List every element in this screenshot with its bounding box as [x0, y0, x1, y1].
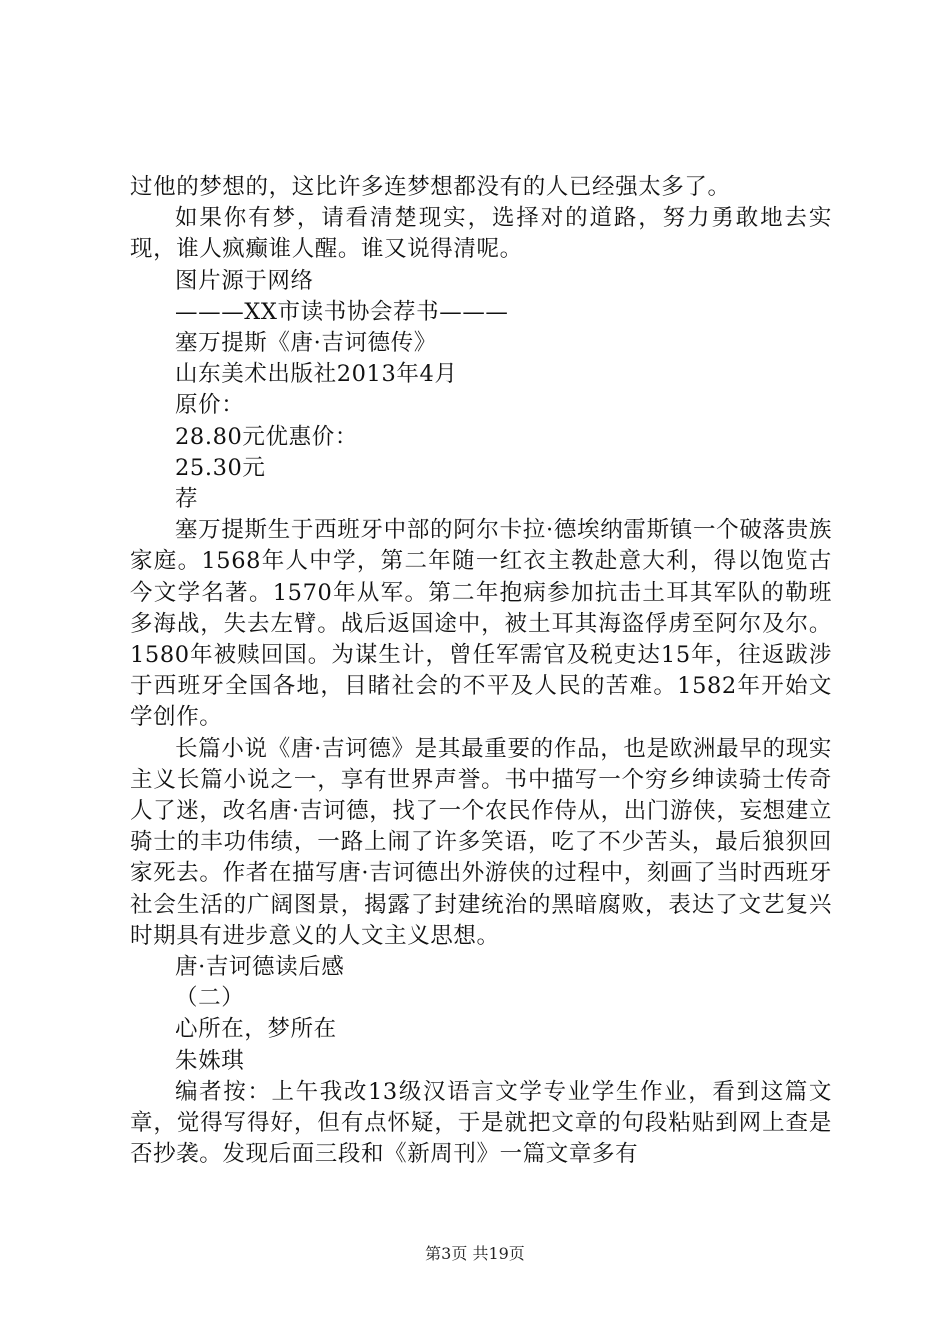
- document-body: [130, 172, 832, 1171]
- image-source-note: 图片源于网络: [175, 267, 314, 294]
- recommendation-banner: ———XX市读书协会荐书———: [175, 298, 509, 325]
- page-footer: [0, 1244, 950, 1264]
- original-price-label: 原价：: [175, 392, 245, 419]
- price-line: 28.80元优惠价：: [175, 423, 358, 450]
- recommend-label: 荐: [175, 486, 199, 513]
- page-number: 第3页 共19页: [425, 1244, 525, 1263]
- paragraph-author-bio: 塞万提斯生于西班牙中部的阿尔卡拉·德埃纳雷斯镇一个破落贵族家庭。1568年人中学，第二年随一红衣主教赴意大利，得以饱览古今文学名著。1570年从军。第二年抱病参加抗击土耳其军队的勒班多海战，失去左臂。战后返国途中，被土耳其海盗俘虏至阿尔及尔。1580年被赎回国。为谋生计，曾任军需官及税吏达15年，往返跋涉于西班牙全国各地，目睹社会的不平及人民的苦难。1582年开始文学创作。: [130, 517, 832, 731]
- paragraph-editor-note: 编者按：上午我改13级汉语言文学专业学生作业，看到这篇文章，觉得写得好，但有点怀疑，于是就把文章的句段粘贴到网上查是否抄袭。发现后面三段和《新周刊》一篇文章多有: [130, 1078, 832, 1168]
- book-publisher: 山东美术出版社2013年4月: [175, 361, 458, 388]
- paragraph-continuation: 过他的梦想的，这比许多连梦想都没有的人已经强太多了。: [130, 174, 731, 200]
- section-title: 唐·吉诃德读后感: [175, 954, 345, 981]
- discount-price: 25.30元: [175, 454, 266, 481]
- book-title: 塞万提斯《唐·吉诃德传》: [175, 330, 437, 357]
- paragraph-novel-summary: 长篇小说《唐·吉诃德》是其最重要的作品，也是欧洲最早的现实主义长篇小说之一，享有世界声誉。书中描写一个穷乡绅读骑士传奇人了迷，改名唐·吉诃德，找了一个农民作侍从，出门游侠，妄想建立骑士的丰功伟绩，一路上闹了许多笑语，吃了不少苦头，最后狼狈回家死去。作者在描写唐·吉诃德出外游侠的过程中，刻画了当时西班牙社会生活的广阔图景，揭露了封建统治的黑暗腐败，表达了文艺复兴时期具有进步意义的人文主义思想。: [130, 735, 832, 949]
- paragraph-dream: 如果你有梦，请看清楚现实，选择对的道路，努力勇敢地去实现，谁人疯癫谁人醒。谁又说得清呢。: [130, 205, 832, 263]
- section-number: （二）: [175, 985, 245, 1012]
- essay-title: 心所在，梦所在: [175, 1016, 337, 1043]
- essay-author: 朱姝琪: [175, 1047, 245, 1074]
